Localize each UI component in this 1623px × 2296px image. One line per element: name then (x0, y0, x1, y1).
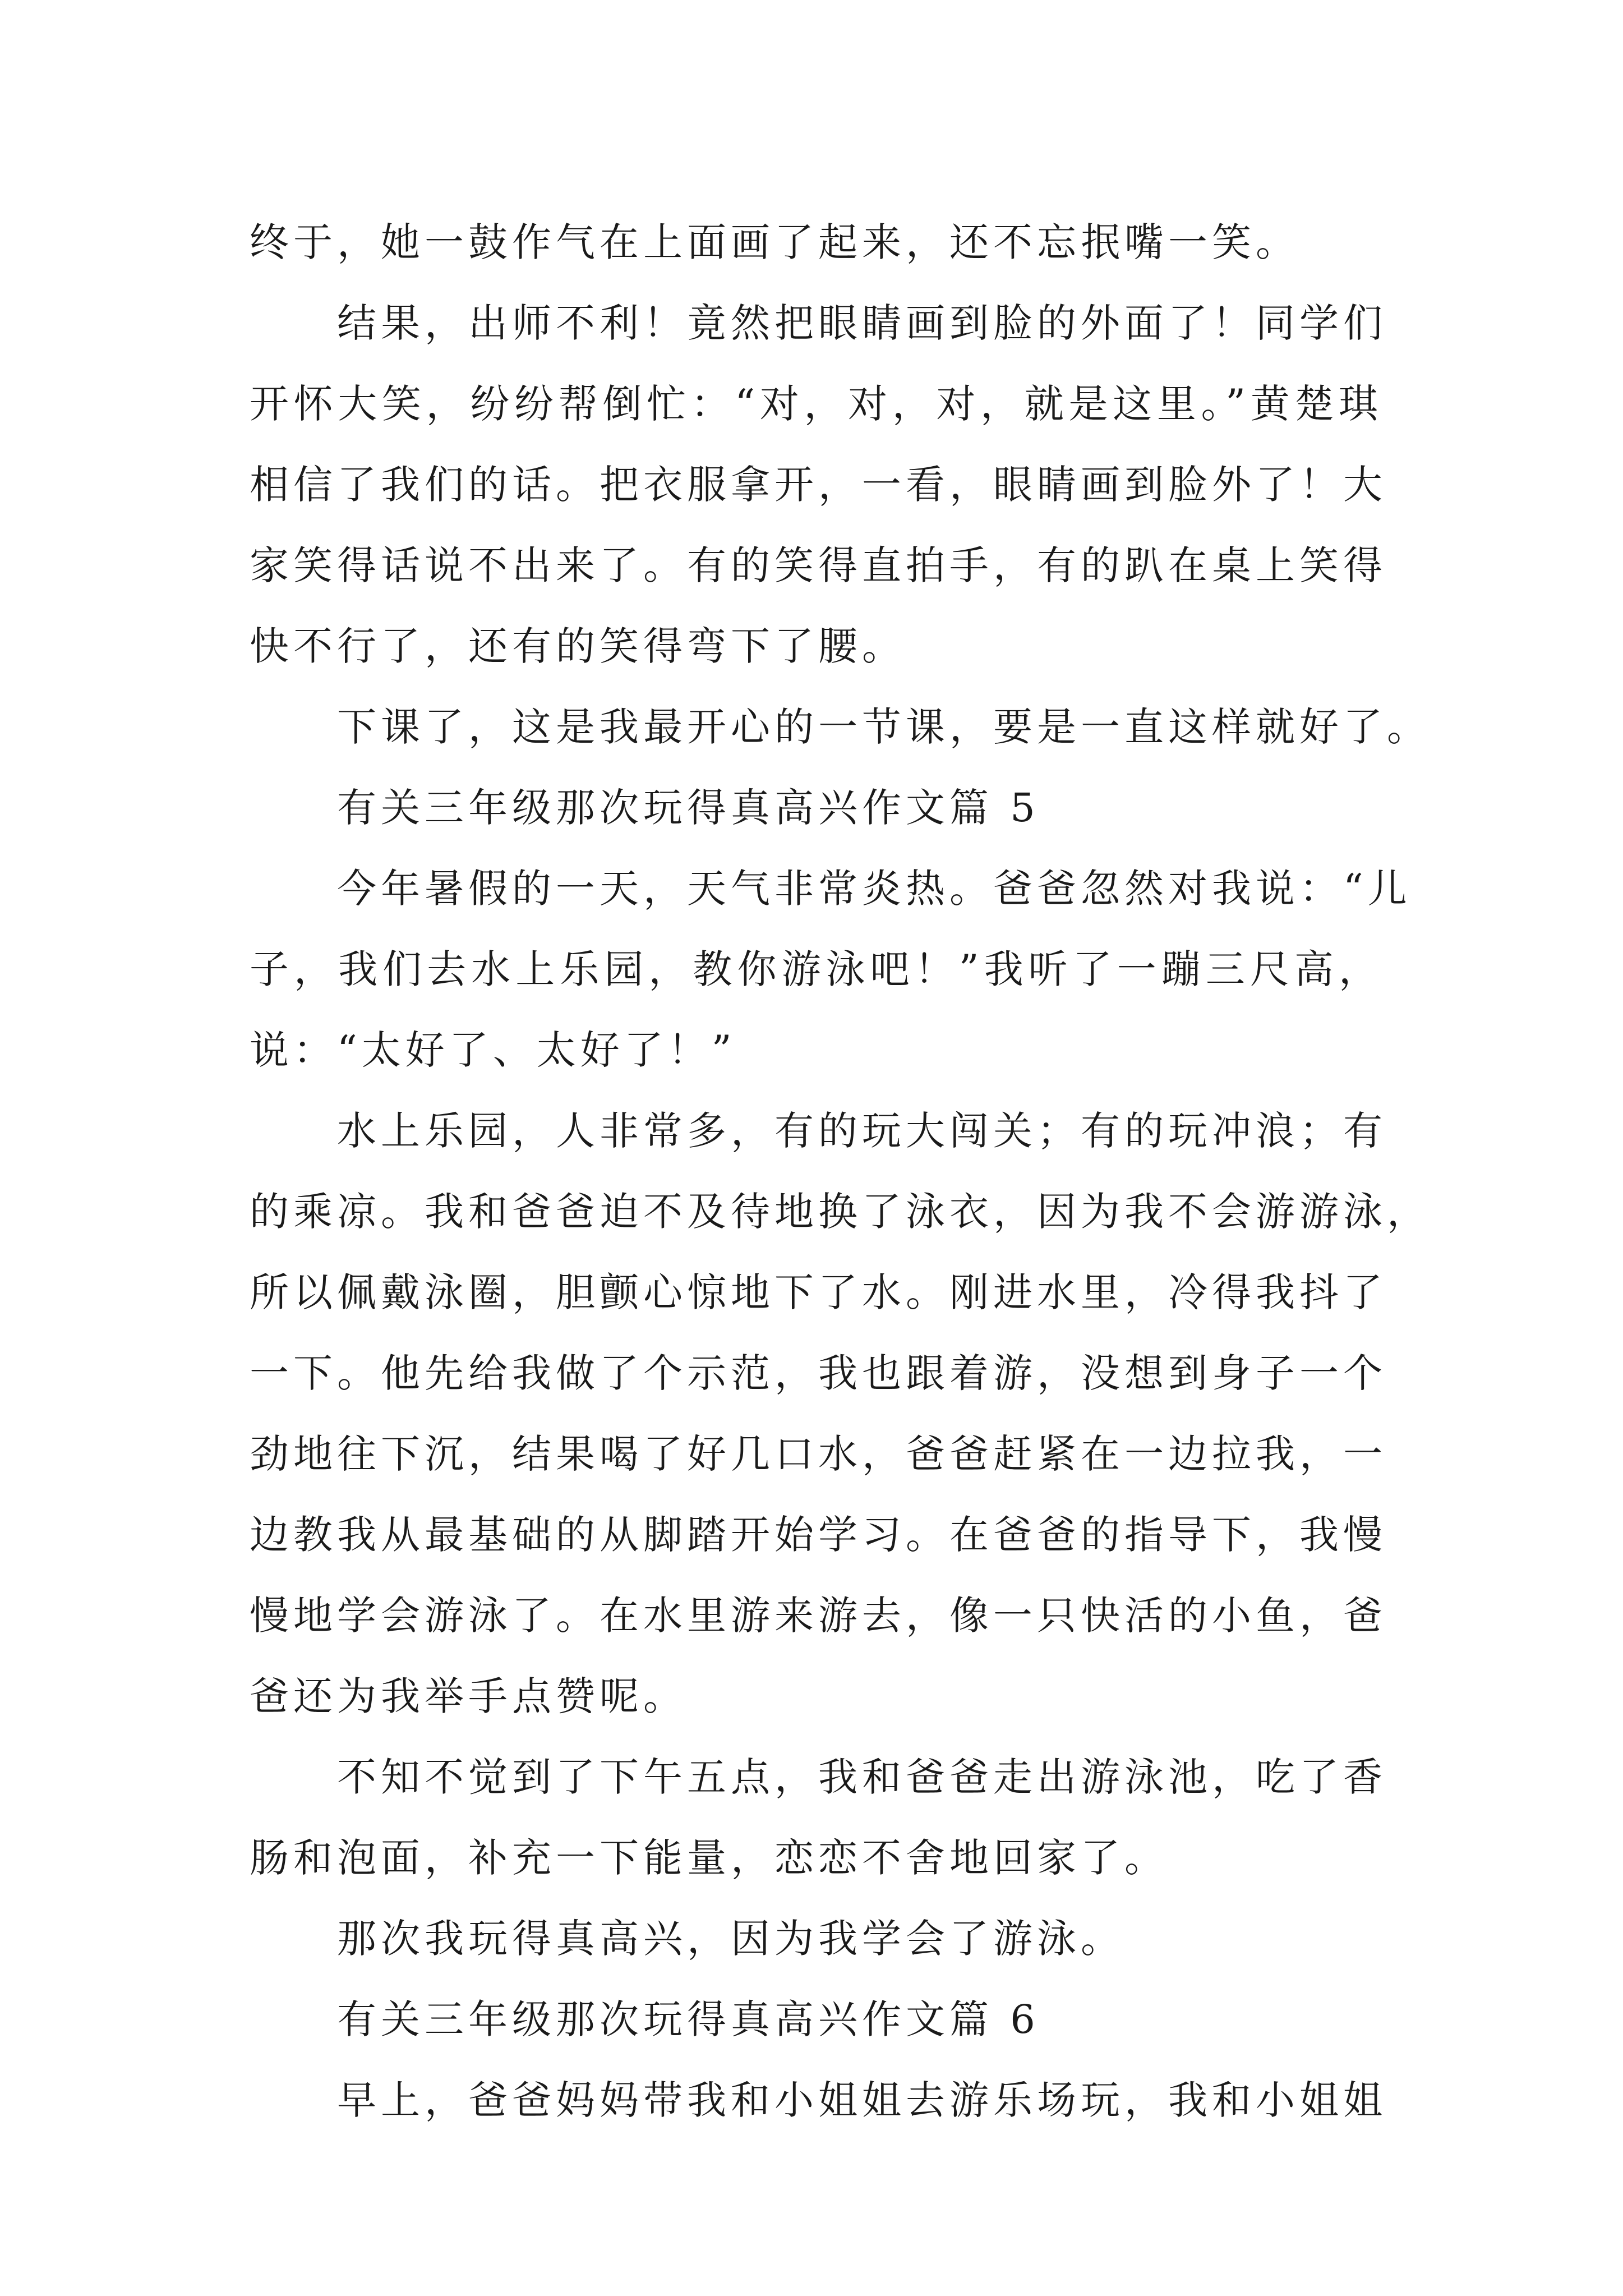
text-line: 早上，爸爸妈妈带我和小姐姐去游乐场玩，我和小姐姐 (337, 2077, 1387, 2123)
text-line: 今年暑假的一天，天气非常炎热。爸爸忽然对我说：“儿 (337, 866, 1412, 912)
section-heading: 有关三年级那次玩得真高兴作文篇 6 (337, 1996, 1040, 2042)
text-line: 的乘凉。我和爸爸迫不及待地换了泳衣，因为我不会游游泳， (250, 1189, 1431, 1235)
text-line: 爸还为我举手点赞呢。 (250, 1673, 687, 1719)
text-line: 所以佩戴泳圈，胆颤心惊地下了水。刚进水里，冷得我抖了 (250, 1269, 1387, 1315)
text-line: 子，我们去水上乐园，教你游泳吧！”我听了一蹦三尺高， (250, 946, 1382, 992)
text-line: 快不行了，还有的笑得弯下了腰。 (250, 623, 906, 669)
text-line: 一下。他先给我做了个示范，我也跟着游，没想到身子一个 (250, 1350, 1387, 1396)
text-line: 说：“太好了、太好了！” (250, 1027, 736, 1073)
text-line: 慢地学会游泳了。在水里游来游去，像一只快活的小鱼，爸 (250, 1593, 1387, 1639)
text-line: 劲地往下沉，结果喝了好几口水，爸爸赶紧在一边拉我，一 (250, 1431, 1387, 1477)
text-line: 开怀大笑，纷纷帮倒忙：“对，对，对，就是这里。”黄楚琪 (250, 381, 1382, 427)
text-line: 相信了我们的话。把衣服拿开，一看，眼睛画到脸外了！大 (250, 462, 1387, 508)
text-line: 水上乐园，人非常多，有的玩大闯关；有的玩冲浪；有 (337, 1108, 1387, 1154)
document-body (250, 202, 1431, 2141)
text-line: 边教我从最基础的从脚踏开始学习。在爸爸的指导下，我慢 (250, 1512, 1387, 1558)
section-heading: 有关三年级那次玩得真高兴作文篇 5 (337, 785, 1040, 831)
text-line: 终于，她一鼓作气在上面画了起来，还不忘抿嘴一笑。 (250, 219, 1299, 265)
text-line: 那次我玩得真高兴，因为我学会了游泳。 (337, 1916, 1124, 1962)
text-line: 不知不觉到了下午五点，我和爸爸走出游泳池，吃了香 (337, 1754, 1387, 1800)
text-line: 下课了，这是我最开心的一节课，要是一直这样就好了。 (337, 704, 1431, 750)
text-line: 结果，出师不利！竟然把眼睛画到脸的外面了！同学们 (337, 300, 1387, 346)
text-line: 肠和泡面，补充一下能量，恋恋不舍地回家了。 (250, 1835, 1168, 1881)
text-line: 家笑得话说不出来了。有的笑得直拍手，有的趴在桌上笑得 (250, 542, 1387, 588)
